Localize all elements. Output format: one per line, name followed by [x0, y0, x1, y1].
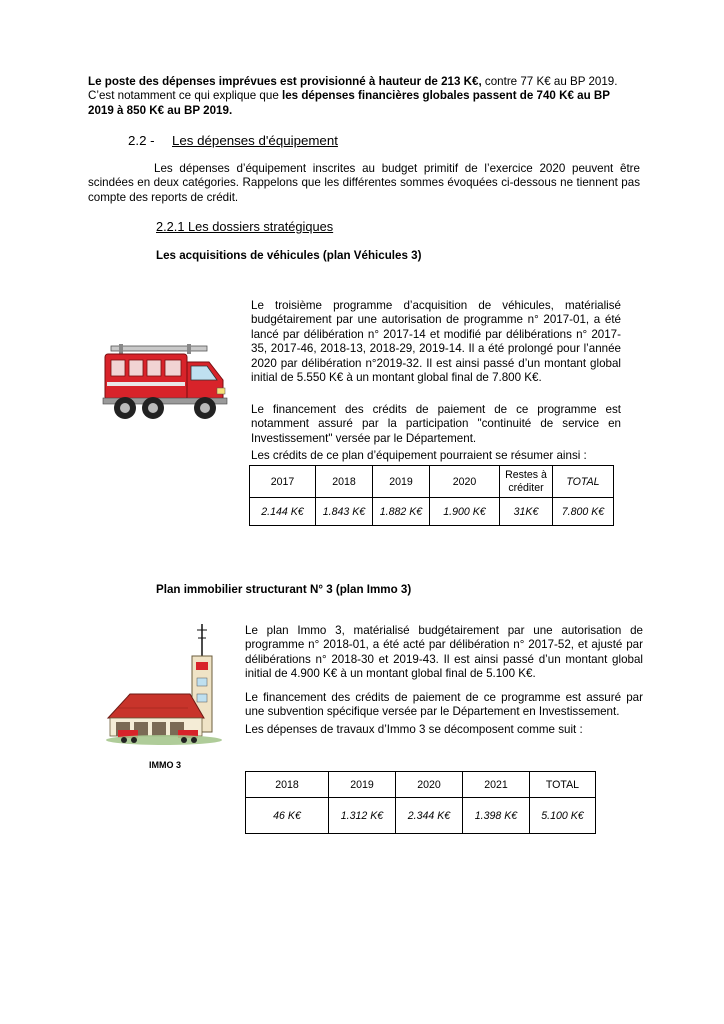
section-number: 2.2 - [128, 133, 155, 148]
immo-caption: IMMO 3 [149, 760, 182, 770]
fire-truck-icon [101, 340, 229, 424]
vehicules-value-restes: 31K€ [500, 498, 553, 526]
immo-header-total: TOTAL [530, 772, 596, 798]
section-heading [128, 133, 338, 148]
immo-paragraph-2: Le financement des crédits de paiement de ce programme est assuré par une subvention spécifique versée par le Département en Investissement. [245, 691, 643, 719]
immo-paragraph-3: Les dépenses de travaux d’Immo 3 se décomposent comme suit : [245, 723, 583, 736]
immo-value-2020: 2.344 K€ [396, 798, 463, 834]
vehicules-value-2018: 1.843 K€ [316, 498, 373, 526]
vehicules-header-total: TOTAL [553, 466, 614, 498]
immo-header-2018: 2018 [246, 772, 329, 798]
vehicules-header-2018: 2018 [316, 466, 373, 498]
vehicules-value-2020: 1.900 K€ [430, 498, 500, 526]
intro-paragraph [88, 75, 638, 118]
immo-value-2018: 46 K€ [246, 798, 329, 834]
vehicules-title: Les acquisitions de véhicules (plan Véhicules 3) [156, 249, 422, 262]
immo-value-2019: 1.312 K€ [329, 798, 396, 834]
section-paragraph: Les dépenses d’équipement inscrites au budget primitif de l’exercice 2020 peuvent être scindées en deux catégories. Rappelons que les différentes sommes évoquées ci-dessous ne tiennent pas compte des reports de crédit. [88, 162, 640, 204]
intro-bold-1: Le poste des dépenses imprévues est provisionné à hauteur de 213 K€, [88, 75, 482, 88]
immo-paragraph-1: Le plan Immo 3, matérialisé budgétairement par une autorisation de programme n° 2018-01, a été acté par délibération n° 2017-52, et ajusté par délibérations n° 2018-30 et 2019-43. Il est ainsi passé d’un montant global initial de 4.900 K€ à un montant global final de 5.100 K€. [245, 624, 643, 681]
subsection-title: 2.2.1 Les dossiers stratégiques [156, 219, 334, 234]
immo-value-total: 5.100 K€ [530, 798, 596, 834]
vehicules-paragraph-1: Le troisième programme d’acquisition de véhicules, matérialisé budgétairement par une autorisation de programme n° 2017-01, a été lancé par délibération n° 2017-14 et modifié par délibérations n° 2017-35, 2017-46, 2018-13, 2018-29, 2019-14. Il a été prolongé pour l’année 2020 par délibération n°2019-32. Il est ainsi passé d’un montant global initial de 5.550 K€ à un montant global final de 7.800 K€. [251, 299, 621, 385]
intro-bold-2: les dépenses financières globales passent de 740 K€ au BP 2019 à 850 K€ au BP 2019. [88, 89, 610, 117]
immo-title: Plan immobilier structurant N° 3 (plan Immo 3) [156, 583, 412, 596]
vehicules-value-total: 7.800 K€ [553, 498, 614, 526]
immo-header-2020: 2020 [396, 772, 463, 798]
vehicules-value-2019: 1.882 K€ [373, 498, 430, 526]
vehicules-header-2019: 2019 [373, 466, 430, 498]
vehicules-paragraph-2: Le financement des crédits de paiement de ce programme est notamment assuré par la participation "continuité de service en Investissement" versée par le Département. [251, 403, 621, 445]
vehicules-header-2020: 2020 [430, 466, 500, 498]
vehicules-value-2017: 2.144 K€ [250, 498, 316, 526]
vehicules-header-2017: 2017 [250, 466, 316, 498]
vehicules-paragraph-3: Les crédits de ce plan d’équipement pourraient se résumer ainsi : [251, 449, 587, 462]
immo-value-2021: 1.398 K€ [463, 798, 530, 834]
immo-header-2019: 2019 [329, 772, 396, 798]
vehicules-header-restes: Restes à créditer [500, 466, 553, 498]
immo-table [245, 771, 596, 834]
vehicules-table [249, 465, 614, 526]
immo-header-2021: 2021 [463, 772, 530, 798]
intro-text-1: contre 77 K€ au BP 2019. C’est notamment ce qui explique que [88, 75, 618, 103]
section-title: Les dépenses d'équipement [172, 133, 338, 148]
fire-station-icon [104, 622, 226, 746]
